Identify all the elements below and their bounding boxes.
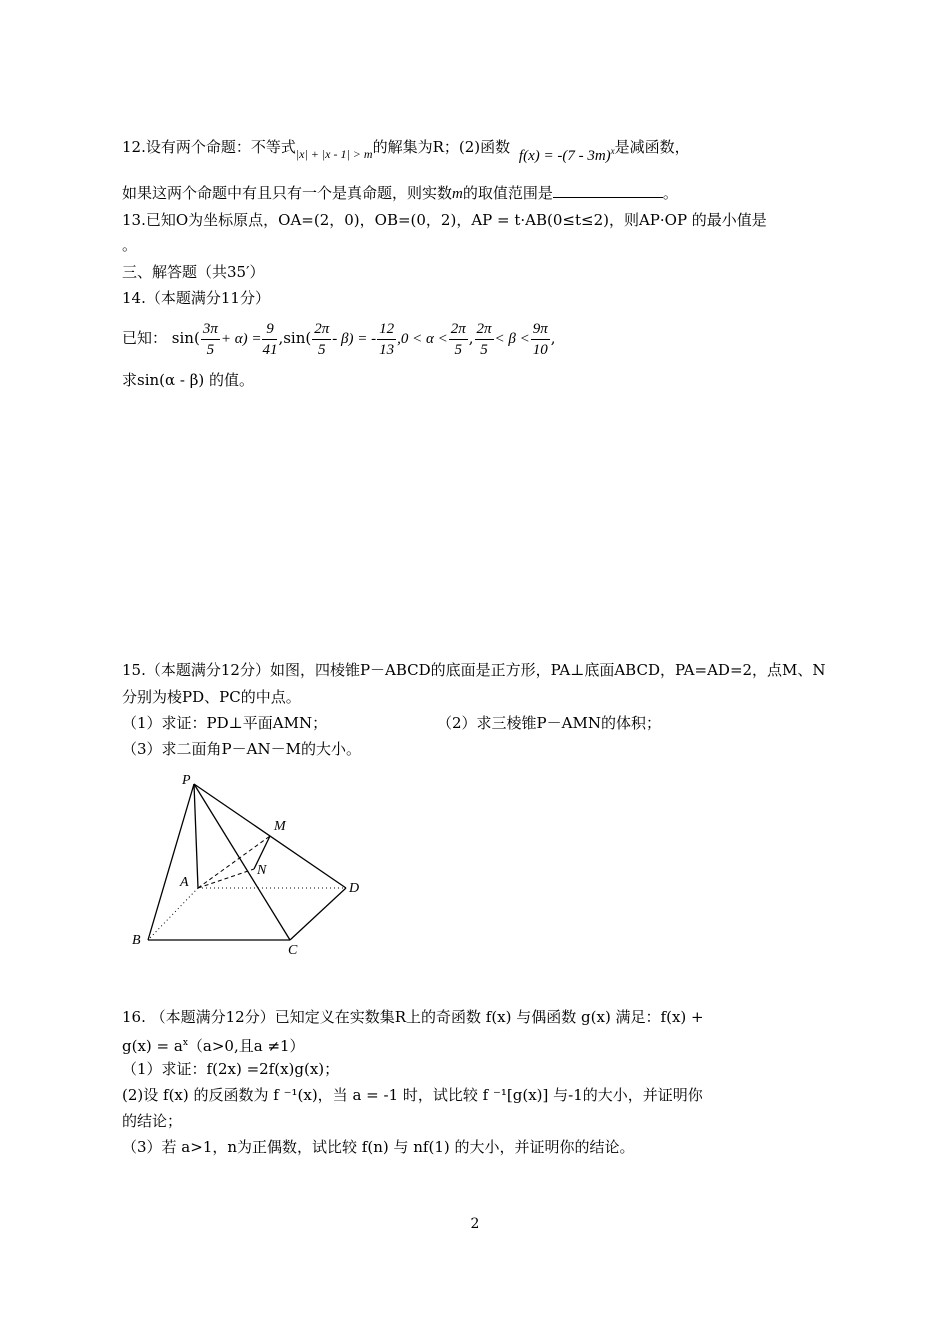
- q14-fraction-7: $\frac{9\pi}{10}$: [532, 320, 548, 358]
- q14-sin1-prefix: sin(: [171, 329, 200, 347]
- q12-answer-blank[interactable]: [553, 183, 663, 198]
- q16-line-1: 16. （本题满分12分）已知定义在实数集R上的奇函数 f(x) 与偶函数 g(x) 满足：f(x) +: [122, 1008, 704, 1026]
- q16-part-2a: (2)设 f(x) 的反函数为 f ⁻¹(x)，当 a = -1 时，试比较 f ⁻¹[g(x)] 与-1的大小，并证明你: [122, 1086, 703, 1104]
- q12-var-m: m: [452, 186, 463, 202]
- q14-fraction-2: $\frac{9}{41}$: [262, 320, 278, 358]
- edge-PC: [194, 784, 290, 940]
- edge-PB: [148, 784, 194, 940]
- label-A: A: [180, 875, 189, 890]
- q14-fraction-6: $\frac{2\pi}{5}$: [476, 320, 492, 358]
- q14-comma: ,: [468, 329, 474, 347]
- q16-exponent: x: [182, 1038, 188, 1048]
- q12-inequality: |x| + |x - 1| > m: [295, 147, 373, 161]
- q15-part-3: （3）求二面角P－AN－M的大小。: [122, 740, 361, 758]
- q14-sin1-suffix: + α) =: [220, 331, 262, 347]
- q12-text-d: 如果这两个命题中有且只有一个是真命题，则实数: [122, 184, 453, 202]
- page-number: 2: [470, 1216, 480, 1232]
- q14-fraction-1: $\frac{3\pi}{5}$: [202, 320, 218, 358]
- q15-part-1: （1）求证：PD⊥平面AMN；: [122, 714, 328, 732]
- q16-line-2b: （a>0,且a ≠1）: [187, 1037, 305, 1055]
- q14-ask: 求sin(α - β) 的值。: [122, 371, 255, 389]
- q16-part-2b: 的结论；: [122, 1112, 183, 1130]
- q14-fraction-3: $\frac{2\pi}{5}$: [314, 320, 330, 358]
- label-M: M: [274, 819, 286, 834]
- q14-end: ,: [550, 329, 556, 347]
- q14-condition-2: < β <: [494, 331, 530, 347]
- q14-sin2-suffix: - β) = -: [332, 331, 377, 347]
- q14-condition-1: ,0 < α <: [397, 331, 448, 347]
- label-N: N: [257, 863, 267, 878]
- q14-given: [122, 316, 556, 361]
- q16-line-2: [122, 1033, 305, 1056]
- q12-text-a: 12.设有两个命题：不等式: [122, 138, 296, 156]
- label-D: D: [349, 881, 360, 896]
- q16-line-2a: g(x) = a: [122, 1037, 183, 1055]
- q12-line-2: [122, 183, 678, 204]
- label-B: B: [132, 933, 141, 948]
- q15-line-2: 分别为棱PD、PC的中点。: [122, 688, 301, 706]
- q12-text-e: 的取值范围是: [462, 184, 553, 202]
- q13-line-1: 13.已知O为坐标原点，OA=(2，0)，OB=(0，2)，AP = t·AB(0≤t≤2)，则AP·OP 的最小值是: [122, 211, 767, 229]
- segment-AN: [198, 869, 254, 888]
- q16-part-3: （3）若 a>1，n为正偶数，试比较 f(n) 与 nf(1) 的大小，并证明你的结论。: [122, 1138, 635, 1156]
- q12-line-1: [122, 133, 690, 164]
- q14-fraction-5: $\frac{2\pi}{5}$: [450, 320, 466, 358]
- q12-text-c: 是减函数，: [614, 138, 690, 156]
- q12-function: f(x) = -(7 - 3m)$^x$: [518, 146, 615, 164]
- q14-given-label: 已知：: [122, 329, 168, 347]
- label-C: C: [288, 943, 298, 958]
- segment-AM: [198, 836, 270, 888]
- q14-fraction-4: $\frac{12}{13}$: [379, 320, 395, 358]
- q14-sin2-prefix: ,sin(: [278, 329, 312, 347]
- section-3-heading: 三、解答题（共35′）: [122, 263, 265, 281]
- pyramid-figure: [128, 768, 368, 958]
- q14-heading: 14.（本题满分11分）: [122, 289, 270, 307]
- q13-line-2: 。: [122, 236, 138, 254]
- q12-text-end: 。: [662, 184, 678, 202]
- q15-part-2: （2）求三棱锥P－AMN的体积；: [437, 714, 661, 732]
- label-P: P: [182, 773, 191, 788]
- edge-DC: [290, 888, 346, 940]
- q16-part-1: （1）求证：f(2x) =2f(x)g(x)；: [122, 1060, 340, 1078]
- edge-PA: [194, 784, 198, 888]
- q15-line-1: 15.（本题满分12分）如图，四棱锥P－ABCD的底面是正方形，PA⊥底面ABCD，PA=AD=2，点M、N: [122, 661, 826, 679]
- q12-text-b: 的解集为R；(2)函数: [372, 138, 511, 156]
